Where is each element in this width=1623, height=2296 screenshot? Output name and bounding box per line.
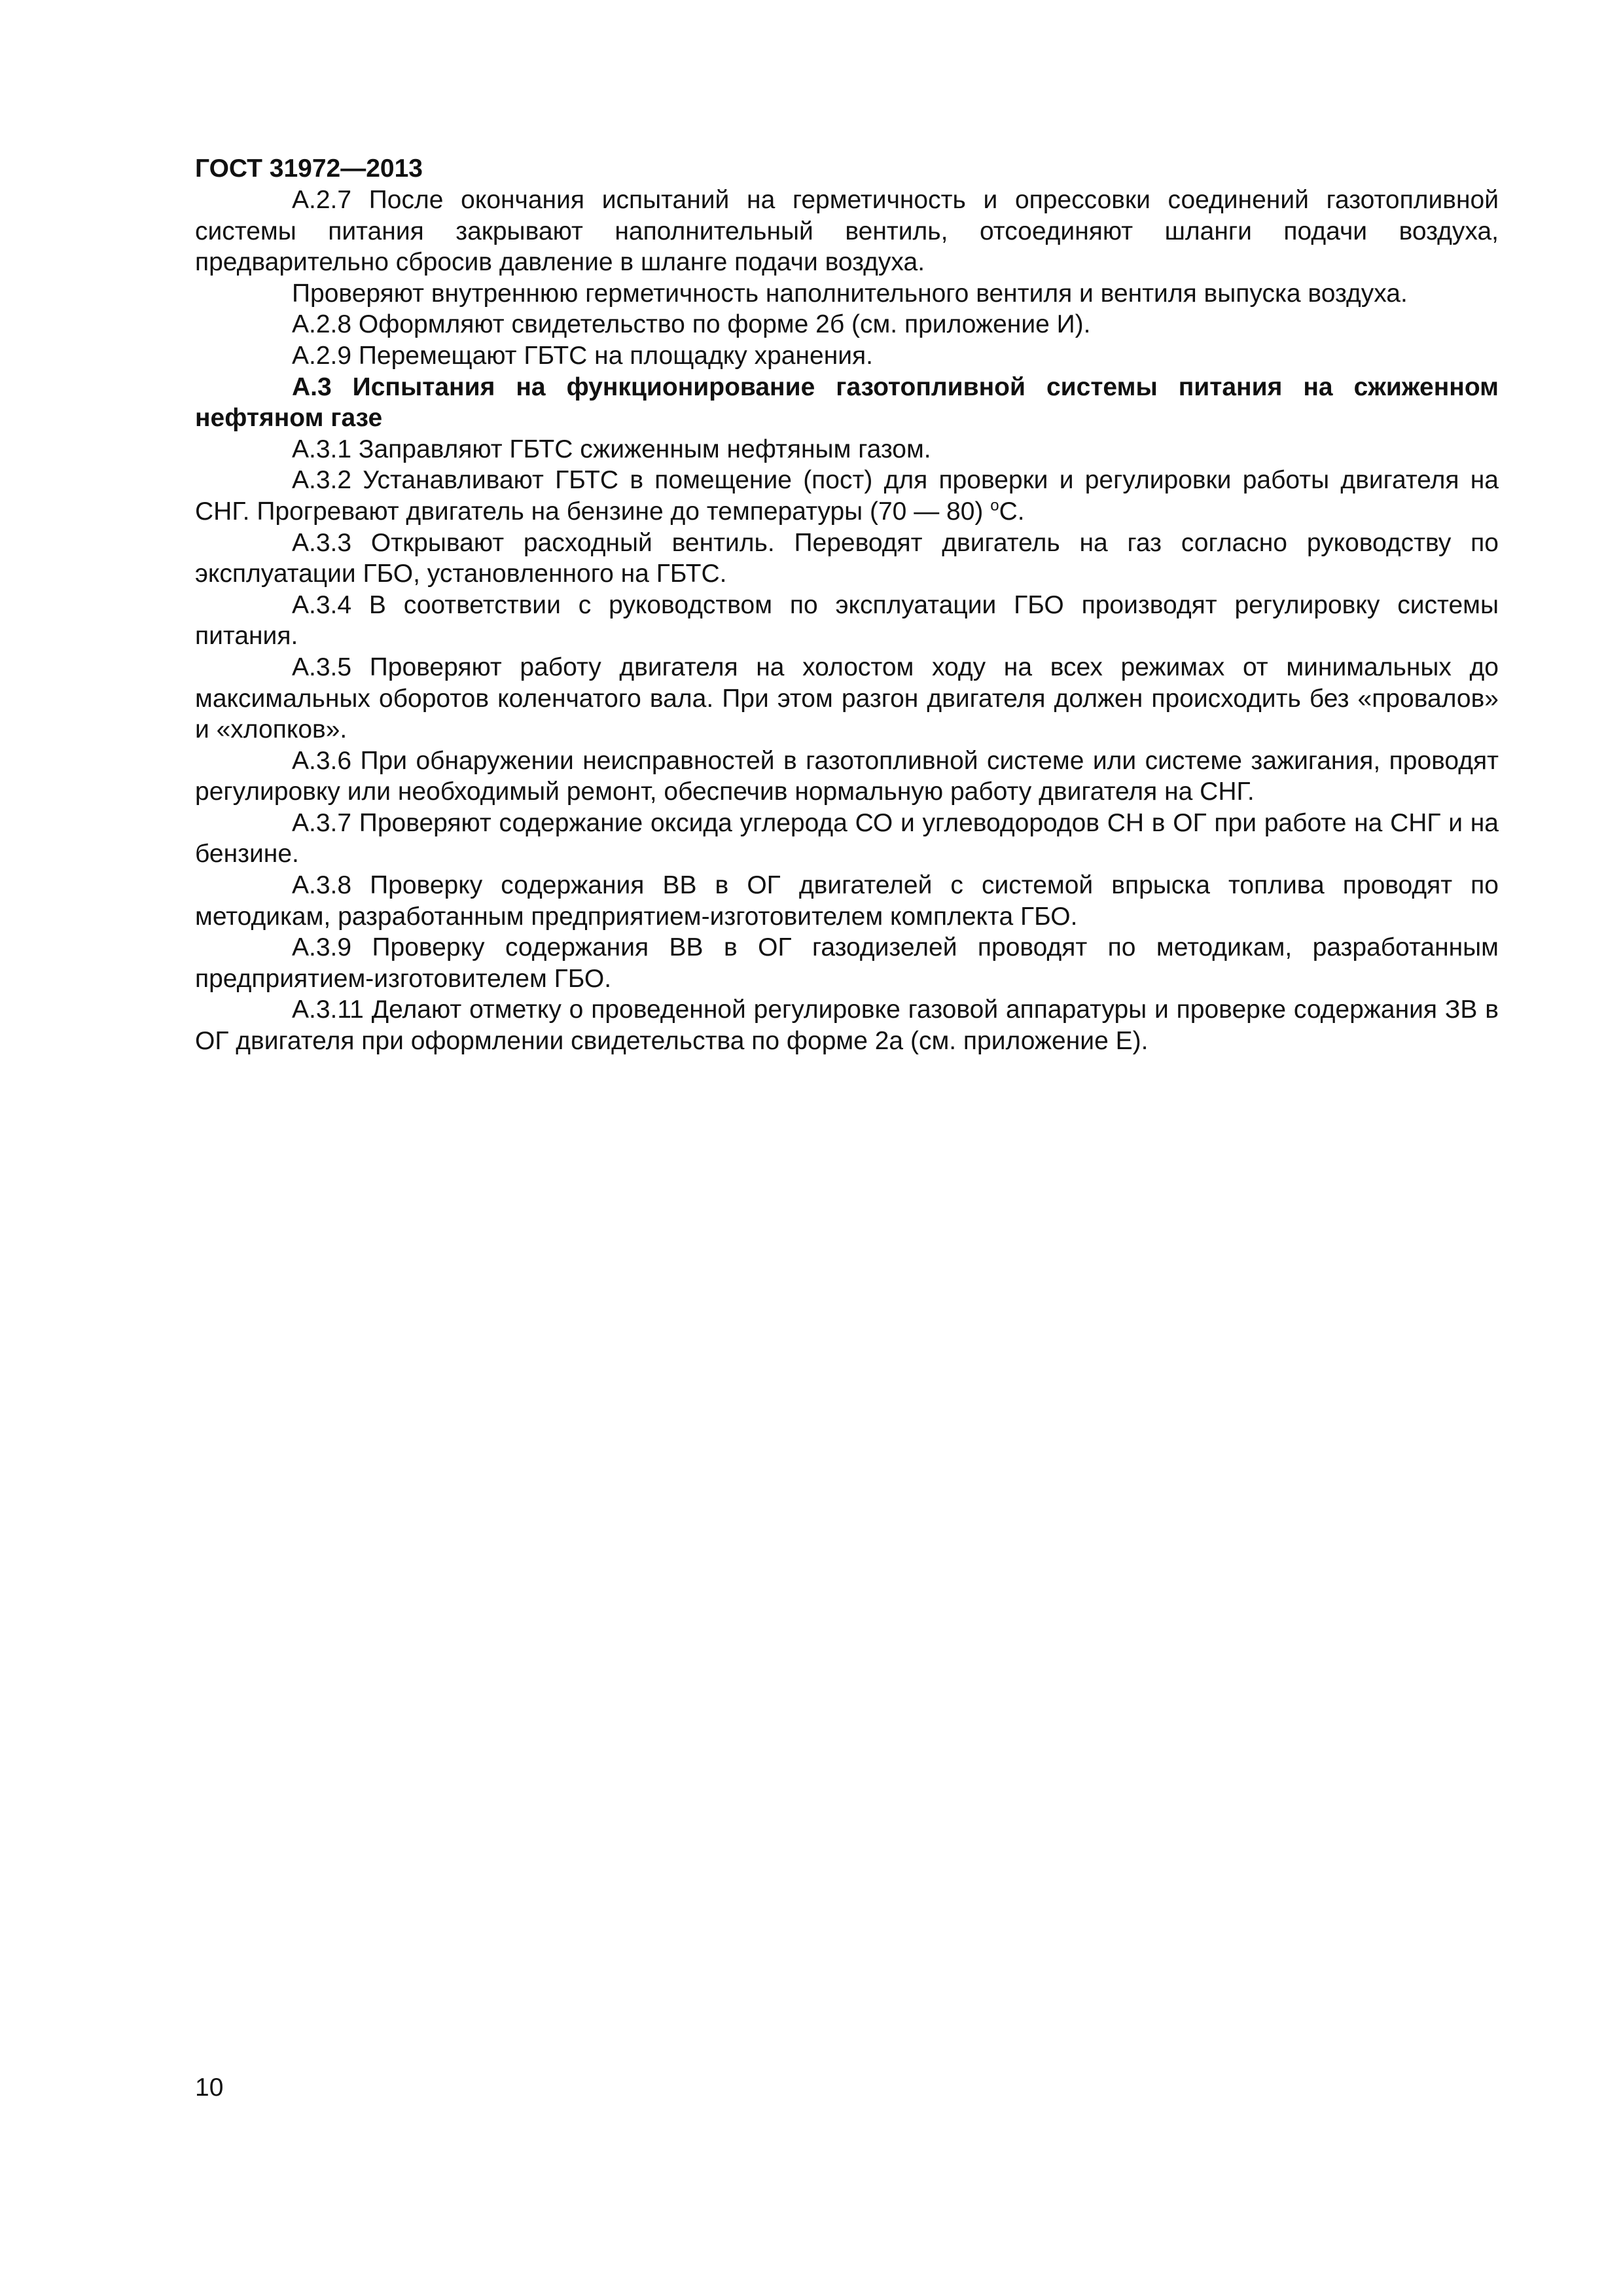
page-number: 10	[195, 2073, 224, 2102]
paragraph-a-3-8: А.3.8 Проверку содержания ВВ в ОГ двигателей с системой впрыска топлива проводят по методикам, разработанным предприятием-изготовителем комплекта ГБО.	[195, 871, 1499, 931]
paragraph-a-2-7-check: Проверяют внутреннюю герметичность наполнительного вентиля и вентиля выпуска воздуха.	[292, 279, 1408, 308]
paragraph-a-2-9: А.2.9 Перемещают ГБТС на площадку хранения.	[292, 341, 873, 370]
paragraph-a-2-8: А.2.8 Оформляют свидетельство по форме 2б (см. приложение И).	[292, 310, 1091, 339]
paragraph-a-3-2	[195, 465, 1499, 527]
paragraph-a-3-5: А.3.5 Проверяют работу двигателя на холостом ходу на всех режимах от минимальных до максимальных оборотов коленчатого вала. При этом разгон двигателя должен происходить без «провалов» и «хлопков».	[195, 653, 1499, 744]
paragraph-a-3-2-suffix: С.	[999, 497, 1025, 526]
paragraph-a-3-7: А.3.7 Проверяют содержание оксида углерода СО и углеводородов СН в ОГ при работе на СНГ и на бензине.	[195, 808, 1499, 869]
paragraph-a-3-4: А.3.4 В соответствии с руководством по эксплуатации ГБО производят регулировку системы питания.	[195, 590, 1499, 651]
paragraph-a-3-1: А.3.1 Заправляют ГБТС сжиженным нефтяным газом.	[292, 435, 931, 463]
degree-superscript: о	[990, 496, 999, 514]
paragraph-a-3-2-text: А.3.2 Устанавливают ГБТС в помещение (пост) для проверки и регулировки работы двигателя на СНГ. Прогревают двигатель на бензине до температуры (70 — 80)	[195, 466, 1499, 526]
standard-code-header: ГОСТ 31972—2013	[195, 154, 423, 183]
paragraph-a-3-3: А.3.3 Открывают расходный вентиль. Переводят двигатель на газ согласно руководству по эксплуатации ГБО, установленного на ГБТС.	[195, 528, 1499, 588]
paragraph-a-3-11: А.3.11 Делают отметку о проведенной регулировке газовой аппаратуры и проверке содержания ЗВ в ОГ двигателя при оформлении свидетельства по форме 2а (см. приложение Е).	[195, 996, 1499, 1056]
paragraph-a-3-6: А.3.6 При обнаружении неисправностей в газотопливной системе или системе зажигания, проводят регулировку или необходимый ремонт, обеспечив нормальную работу двигателя на СНГ.	[195, 746, 1499, 806]
paragraph-a-3-9: А.3.9 Проверку содержания ВВ в ОГ газодизелей проводят по методикам, разработанным предприятием-изготовителем ГБО.	[195, 933, 1499, 993]
document-body	[195, 185, 1499, 1057]
paragraph-a-2-7: А.2.7 После окончания испытаний на герметичность и опрессовки соединений газотопливной системы питания закрывают наполнительный вентиль, отсоединяют шланги подачи воздуха, предварительно сбросив давление в шланге подачи воздуха.	[195, 186, 1499, 277]
section-heading-a-3: А.3 Испытания на функционирование газотопливной системы питания на сжиженном нефтяном газе	[195, 372, 1499, 433]
